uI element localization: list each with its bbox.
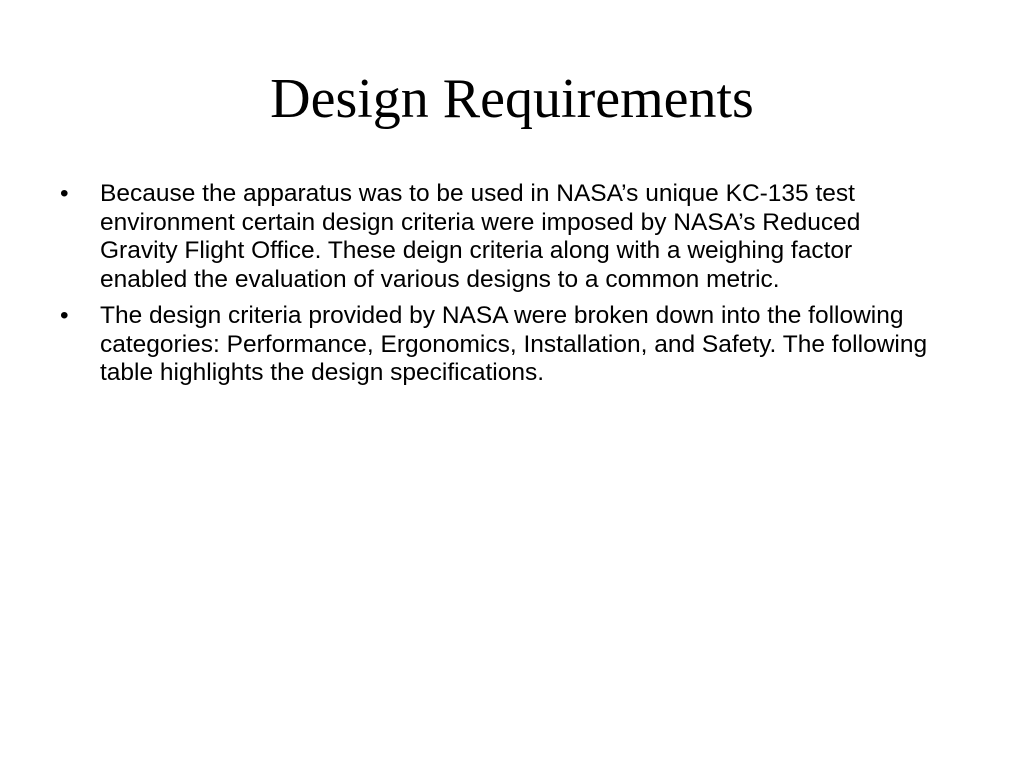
bullet-list: [56, 180, 936, 396]
bullet-icon: •: [60, 302, 69, 329]
bullet-item: [56, 180, 936, 294]
bullet-text: The design criteria provided by NASA were broken down into the following categories: Performance, Ergonomics, Installation, and Safety. The following table highlights the design specifications.: [100, 302, 928, 386]
bullet-text: Because the apparatus was to be used in NASA’s unique KC-135 test environment certain design criteria were imposed by NASA’s Reduced Gravity Flight Office. These deign criteria along with a weighing factor enabled the evaluation of various designs to a common metric.: [100, 180, 861, 293]
slide-title: Design Requirements: [270, 68, 754, 130]
bullet-item: [56, 302, 936, 388]
bullet-icon: •: [60, 180, 69, 207]
